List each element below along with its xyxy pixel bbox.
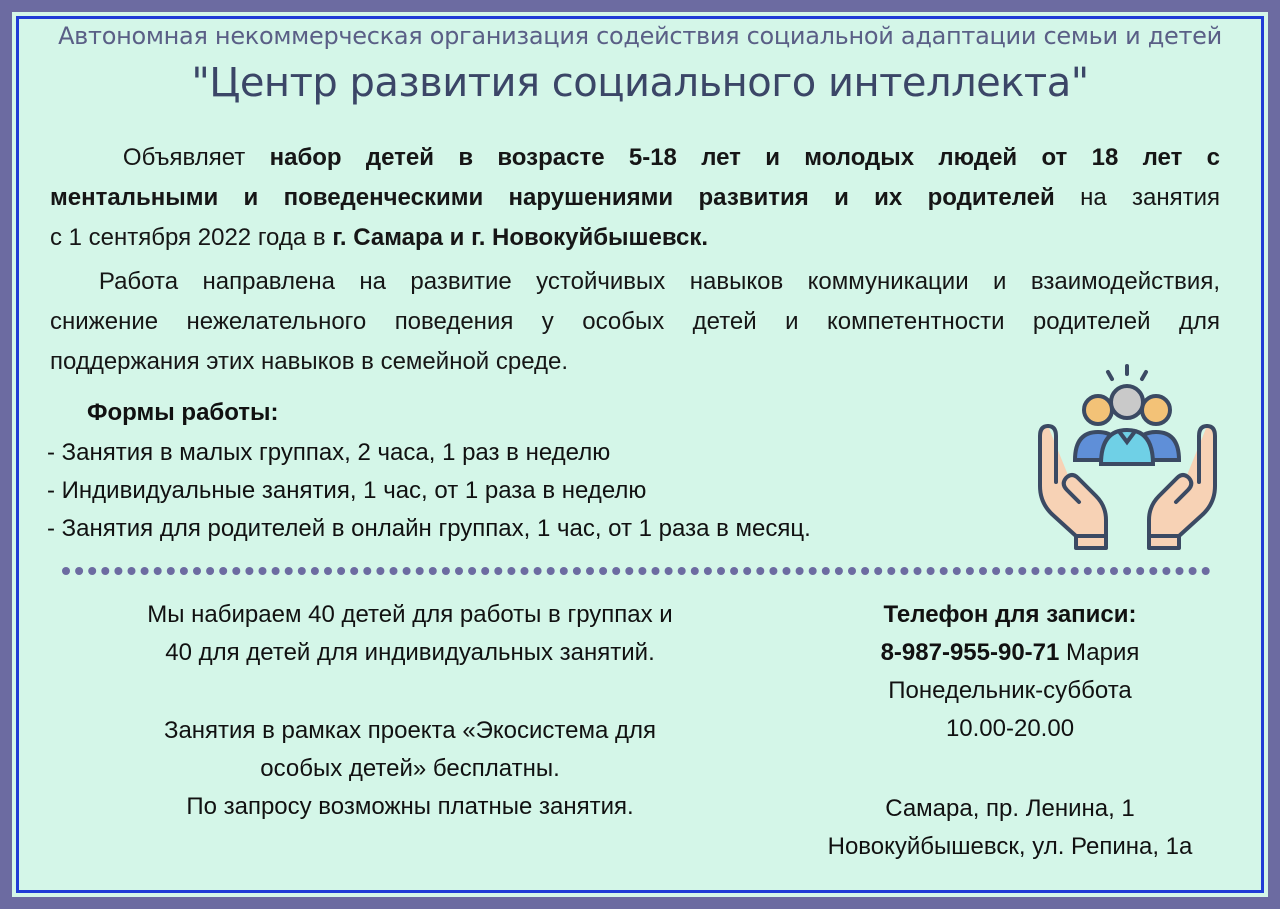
divider-dot	[979, 567, 987, 575]
divider-dot	[940, 567, 948, 575]
recruit-line-1: Мы набираем 40 детей для работы в группах и	[147, 601, 673, 628]
contact-block	[790, 596, 1230, 748]
project-block	[60, 712, 760, 826]
divider-dot	[822, 567, 830, 575]
divider-dot	[1018, 567, 1026, 575]
divider-dot	[809, 567, 817, 575]
divider-dot	[691, 567, 699, 575]
recruit-block	[60, 596, 760, 672]
contact-days: Понедельник-суббота	[888, 677, 1132, 704]
divider-dot	[363, 567, 371, 575]
description-line-2: снижение нежелательного поведения у особых детей и компетентности родителей для	[50, 308, 1220, 335]
announcement-bold: набор детей в возрасте 5-18 лет и молодых людей от 18 лет с	[269, 144, 1220, 171]
divider-dot	[416, 567, 424, 575]
divider-dot	[1176, 567, 1184, 575]
project-line-2: особых детей» бесплатны.	[260, 755, 560, 782]
divider-dot	[1045, 567, 1053, 575]
contact-phone[interactable]: 8-987-955-90-71	[880, 639, 1060, 666]
divider-dot	[245, 567, 253, 575]
announcement-text: на занятия	[1080, 184, 1220, 211]
divider-dot	[783, 567, 791, 575]
org-name: "Центр развития социального интеллекта"	[191, 60, 1089, 106]
divider-dot	[704, 567, 712, 575]
divider-dot	[507, 567, 515, 575]
announcement-line-2	[50, 178, 1220, 218]
hands-holding-people-icon	[1030, 360, 1225, 550]
announcement-bold: ментальными и поведенческими нарушениями развития и их родителей	[50, 184, 1055, 211]
contact-title: Телефон для записи:	[883, 601, 1137, 628]
divider-dot	[272, 567, 280, 575]
divider-dot	[337, 567, 345, 575]
divider-dot	[180, 567, 188, 575]
divider-dot	[717, 567, 725, 575]
divider-dot	[652, 567, 660, 575]
divider-dot	[560, 567, 568, 575]
divider-dot	[900, 567, 908, 575]
announcement-text: Объявляет	[122, 144, 246, 171]
divider-dot	[1149, 567, 1157, 575]
divider-dot	[62, 567, 70, 575]
address-samara: Самара, пр. Ленина, 1	[885, 795, 1135, 822]
forms-item: - Индивидуальные занятия, 1 час, от 1 раза в неделю	[47, 477, 647, 504]
divider-dot	[1110, 567, 1118, 575]
divider-dot	[259, 567, 267, 575]
divider-dot	[743, 567, 751, 575]
divider-dot	[534, 567, 542, 575]
divider-dot	[390, 567, 398, 575]
divider-dot	[769, 567, 777, 575]
contact-hours: 10.00-20.00	[945, 715, 1075, 742]
project-line-1: Занятия в рамках проекта «Экосистема для	[163, 717, 657, 744]
divider-dot	[128, 567, 136, 575]
announcement-line-1	[50, 138, 1220, 178]
divider-dot	[1097, 567, 1105, 575]
divider-dot	[219, 567, 227, 575]
divider-dot	[992, 567, 1000, 575]
address-novokuybyshevsk: Новокуйбышевск, ул. Репина, 1а	[827, 833, 1193, 860]
divider-dot	[914, 567, 922, 575]
divider-dot	[966, 567, 974, 575]
description-line-3: поддержания этих навыков в семейной среде.	[50, 348, 569, 375]
divider-dot	[154, 567, 162, 575]
announcement-bold: г. Самара и г. Новокуйбышевск.	[332, 224, 709, 251]
divider-dot	[861, 567, 869, 575]
divider-dot	[232, 567, 240, 575]
description-line-1	[50, 262, 1220, 302]
divider-dot	[481, 567, 489, 575]
divider-dot	[193, 567, 201, 575]
divider-dot	[350, 567, 358, 575]
divider-dot	[1189, 567, 1197, 575]
forms-item: - Занятия для родителей в онлайн группах, 1 час, от 1 раза в месяц.	[47, 515, 811, 542]
forms-item: - Занятия в малых группах, 2 часа, 1 раз в неделю	[47, 439, 611, 466]
divider-dot	[324, 567, 332, 575]
divider-dot	[101, 567, 109, 575]
divider-dot	[1031, 567, 1039, 575]
divider-dot	[311, 567, 319, 575]
forms-title: Формы работы:	[87, 399, 279, 426]
divider-dot	[887, 567, 895, 575]
recruit-line-2: 40 для детей для индивидуальных занятий.	[165, 639, 655, 666]
divider-dot	[547, 567, 555, 575]
divider-dot	[678, 567, 686, 575]
divider-dot	[403, 567, 411, 575]
announcement-line-3	[50, 218, 1220, 258]
divider-dot	[756, 567, 764, 575]
divider-dot	[1123, 567, 1131, 575]
org-type: Автономная некоммерческая организация содействия социальной адаптации семьи и детей	[58, 22, 1222, 50]
divider-dot	[1058, 567, 1066, 575]
divider-dot	[1162, 567, 1170, 575]
divider-dot	[730, 567, 738, 575]
divider-dot	[638, 567, 646, 575]
divider-dot	[376, 567, 384, 575]
divider-dot	[88, 567, 96, 575]
addresses-block	[790, 790, 1230, 866]
divider-dot	[1136, 567, 1144, 575]
divider-dot	[953, 567, 961, 575]
divider-dot	[586, 567, 594, 575]
divider-dot	[442, 567, 450, 575]
forms-list	[47, 434, 811, 548]
divider-dot	[455, 567, 463, 575]
divider-dot	[1071, 567, 1079, 575]
divider-dot	[1005, 567, 1013, 575]
divider-dot	[612, 567, 620, 575]
announcement-paragraph	[50, 138, 1220, 258]
divider-dot	[848, 567, 856, 575]
dotted-divider	[60, 562, 1220, 580]
contact-name: Мария	[1066, 639, 1140, 666]
divider-dot	[468, 567, 476, 575]
divider-dot	[521, 567, 529, 575]
divider-dot	[494, 567, 502, 575]
divider-dot	[75, 567, 83, 575]
project-line-3: По запросу возможны платные занятия.	[186, 793, 634, 820]
divider-dot	[206, 567, 214, 575]
divider-dot	[796, 567, 804, 575]
divider-dot	[874, 567, 882, 575]
divider-dot	[1084, 567, 1092, 575]
divider-dot	[429, 567, 437, 575]
divider-dot	[573, 567, 581, 575]
divider-dot	[625, 567, 633, 575]
divider-dot	[835, 567, 843, 575]
divider-dot	[665, 567, 673, 575]
divider-dot	[927, 567, 935, 575]
divider-dot	[141, 567, 149, 575]
announcement-text: с 1 сентября 2022 года в	[50, 224, 326, 251]
divider-dot	[1202, 567, 1210, 575]
divider-dot	[599, 567, 607, 575]
divider-dot	[298, 567, 306, 575]
divider-dot	[167, 567, 175, 575]
divider-dot	[285, 567, 293, 575]
divider-dot	[114, 567, 122, 575]
description-text: Работа направлена на развитие устойчивых навыков коммуникации и взаимодействия,	[98, 268, 1220, 295]
